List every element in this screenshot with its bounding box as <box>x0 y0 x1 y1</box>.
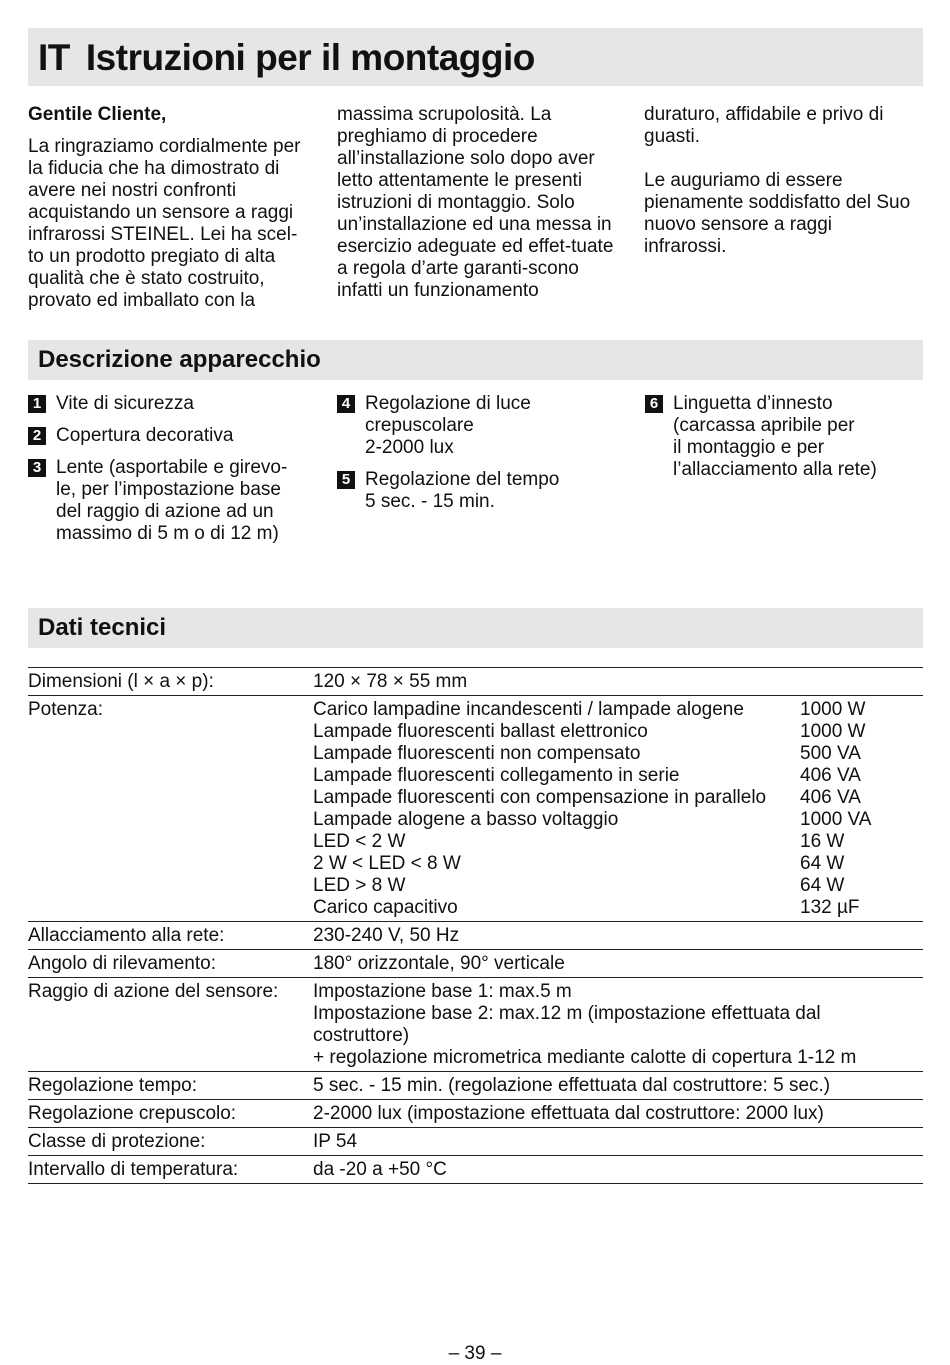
intro-paragraph-2: massima scrupolosità. La preghiamo di procedere all’installazione solo dopo aver letto attentamente le presenti istruzioni di montaggio. Solo un’installazione ed una messa in esercizio adeguate ed effet-tuate a regola d’arte garanti-scono infatti un funzionamento <box>337 104 614 301</box>
power-load-type: Carico lampadine incandescenti / lampade alogene <box>313 699 744 720</box>
legend-column-3 <box>645 393 920 491</box>
description-heading-bar <box>28 340 923 380</box>
page-title <box>38 36 535 80</box>
item-number-badge: 2 <box>28 427 46 445</box>
power-load-value: 132 µF <box>800 897 860 918</box>
legend-item <box>645 393 920 481</box>
legend-text: Regolazione del tempo 5 sec. - 15 min. <box>365 469 560 512</box>
page-number: – 39 – <box>448 1343 502 1364</box>
spec-label: Classe di protezione: <box>28 1131 206 1152</box>
power-line <box>313 743 923 765</box>
table-row-power <box>28 695 923 921</box>
table-row <box>28 668 923 695</box>
power-line <box>313 831 923 853</box>
table-row <box>28 1155 923 1183</box>
legend-item <box>337 393 627 459</box>
spec-value: 120 × 78 × 55 mm <box>313 671 468 692</box>
legend-item <box>28 425 318 447</box>
table-row <box>28 977 923 1071</box>
item-number-badge: 5 <box>337 471 355 489</box>
spec-label: Regolazione tempo: <box>28 1075 197 1096</box>
spec-label: Regolazione crepuscolo: <box>28 1103 237 1124</box>
item-number-badge: 3 <box>28 459 46 477</box>
legend-column-2 <box>337 393 627 523</box>
spec-label: Raggio di azione del sensore: <box>28 981 279 1002</box>
specs-heading-bar <box>28 608 923 648</box>
table-row <box>28 1099 923 1127</box>
legend-item <box>337 469 627 513</box>
power-line <box>313 853 923 875</box>
intro-column-1 <box>28 104 313 312</box>
legend-column-1 <box>28 393 318 555</box>
description-heading: Descrizione apparecchio <box>38 346 321 373</box>
spec-label: Angolo di rilevamento: <box>28 953 216 974</box>
power-line <box>313 897 923 919</box>
power-load-value: 64 W <box>800 875 845 896</box>
power-load-type: Lampade fluorescenti ballast elettronico <box>313 721 648 742</box>
intro-column-3 <box>644 104 914 258</box>
power-load-type: Lampade fluorescenti non compensato <box>313 743 641 764</box>
power-load-value: 1000 W <box>800 721 866 742</box>
power-load-type: Lampade fluorescenti collegamento in serie <box>313 765 680 786</box>
spec-value: da -20 a +50 °C <box>313 1159 447 1180</box>
power-load-type: LED < 2 W <box>313 831 406 852</box>
intro-paragraph-1: La ringraziamo cordialmente per la fiducia che ha dimostrato di avere nei nostri confronti acquistando un sensore a raggi infrarossi STEINEL. Lei ha scel-to un prodotto pregiato di alta qualità che è stato costruito, provato ed imballato con la <box>28 136 301 311</box>
power-load-type: Lampade fluorescenti con compensazione in parallelo <box>313 787 767 808</box>
legend-text: Vite di sicurezza <box>56 393 194 414</box>
power-load-type: LED > 8 W <box>313 875 406 896</box>
item-number-badge: 4 <box>337 395 355 413</box>
power-load-value: 500 VA <box>800 743 861 764</box>
legend-text: Lente (asportabile e girevo- le, per l’impostazione base del raggio di azione ad un massimo di 5 m o di 12 m) <box>56 457 288 544</box>
title-bar <box>28 28 923 86</box>
spec-value: 180° orizzontale, 90° verticale <box>313 953 565 974</box>
power-line <box>313 699 923 721</box>
power-list <box>313 699 923 919</box>
power-line <box>313 875 923 897</box>
power-load-type: Carico capacitivo <box>313 897 458 918</box>
spec-label: Potenza: <box>28 699 103 720</box>
item-number-badge: 1 <box>28 395 46 413</box>
title-text: Istruzioni per il montaggio <box>85 37 535 78</box>
language-code: IT <box>38 37 70 78</box>
item-number-badge: 6 <box>645 395 663 413</box>
greeting: Gentile Cliente, <box>28 104 167 125</box>
spec-value: Impostazione base 1: max.5 m Impostazione base 2: max.12 m (impostazione effettuata dal costruttore) + regolazione micrometrica mediante calotte di copertura 1-12 m <box>313 981 857 1068</box>
spec-label: Intervallo di temperatura: <box>28 1159 239 1180</box>
spec-value: 2-2000 lux (impostazione effettuata dal costruttore: 2000 lux) <box>313 1103 824 1124</box>
power-load-value: 64 W <box>800 853 845 874</box>
intro-column-2 <box>337 104 619 302</box>
specs-table <box>28 667 923 1184</box>
spec-label: Allacciamento alla rete: <box>28 925 225 946</box>
power-load-value: 406 VA <box>800 787 861 808</box>
table-row <box>28 921 923 949</box>
spec-value: 5 sec. - 15 min. (regolazione effettuata dal costruttore: 5 sec.) <box>313 1075 831 1096</box>
spec-value: 230-240 V, 50 Hz <box>313 925 460 946</box>
specs-heading: Dati tecnici <box>38 614 167 641</box>
spec-value: IP 54 <box>313 1131 358 1152</box>
table-row <box>28 1071 923 1099</box>
power-load-type: Lampade alogene a basso voltaggio <box>313 809 619 830</box>
table-row <box>28 949 923 977</box>
legend-text: Regolazione di luce crepuscolare 2-2000 lux <box>365 393 531 458</box>
power-load-value: 16 W <box>800 831 845 852</box>
power-line <box>313 721 923 743</box>
power-line <box>313 809 923 831</box>
legend-text: Linguetta d’innesto (carcassa apribile per il montaggio e per l’allacciamento alla rete) <box>673 393 877 480</box>
spec-label: Dimensioni (l × a × p): <box>28 671 214 692</box>
legend-text: Copertura decorativa <box>56 425 234 446</box>
power-line <box>313 787 923 809</box>
power-load-value: 1000 VA <box>800 809 872 830</box>
legend-item <box>28 457 318 545</box>
power-load-type: 2 W < LED < 8 W <box>313 853 461 874</box>
power-load-value: 1000 W <box>800 699 866 720</box>
power-load-value: 406 VA <box>800 765 861 786</box>
legend-item <box>28 393 318 415</box>
table-row <box>28 1127 923 1155</box>
intro-paragraph-3: duraturo, affidabile e privo di guasti. <box>644 104 884 147</box>
power-line <box>313 765 923 787</box>
intro-paragraph-4: Le auguriamo di essere pienamente soddisfatto del Suo nuovo sensore a raggi infrarossi. <box>644 170 911 257</box>
